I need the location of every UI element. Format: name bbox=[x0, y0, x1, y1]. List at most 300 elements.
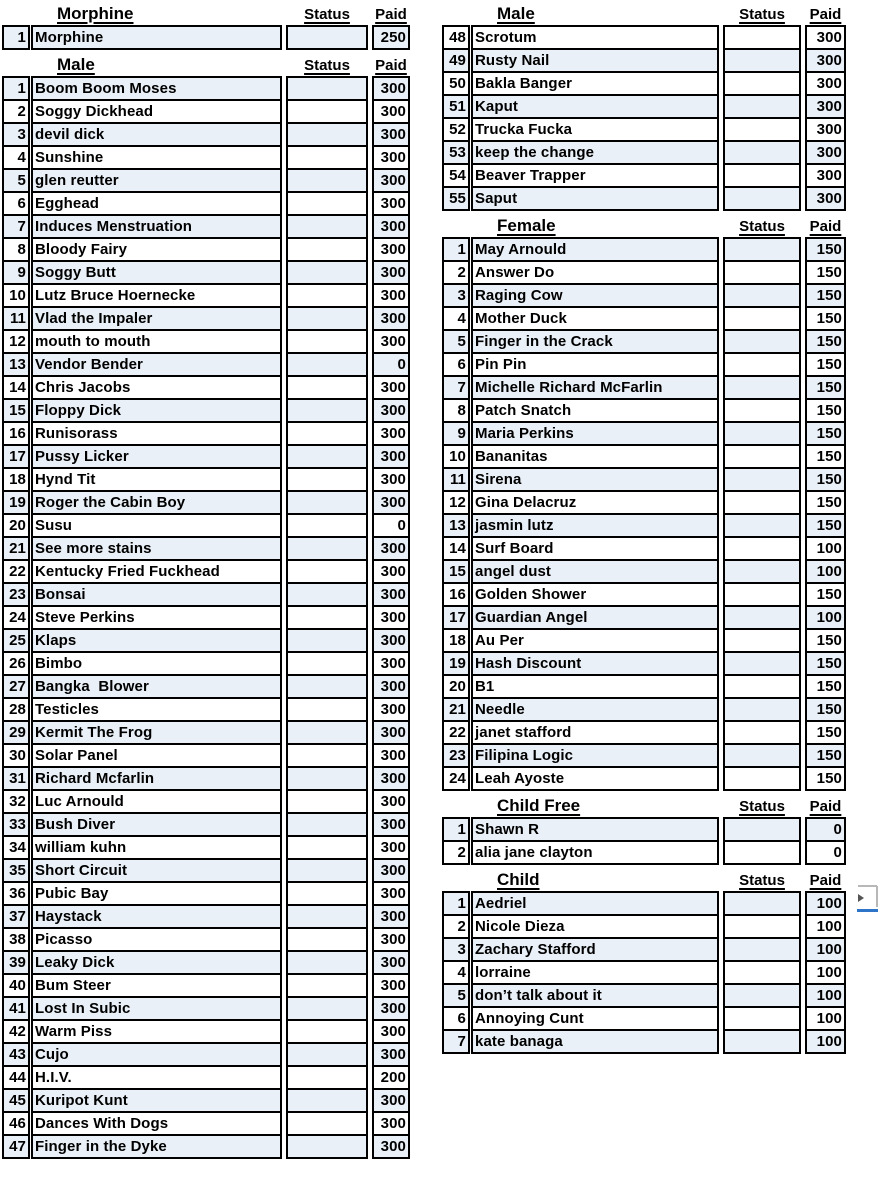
name-cell[interactable]: kate banaga bbox=[471, 1029, 719, 1054]
row-number-cell[interactable]: 28 bbox=[2, 697, 30, 722]
paid-cell[interactable]: 300 bbox=[805, 140, 846, 165]
paid-cell[interactable]: 300 bbox=[372, 467, 410, 492]
paid-cell[interactable]: 100 bbox=[805, 891, 846, 916]
name-cell[interactable]: Bonsai bbox=[31, 582, 282, 607]
name-cell[interactable]: Haystack bbox=[31, 904, 282, 929]
row-number-cell[interactable]: 2 bbox=[442, 914, 470, 939]
name-cell[interactable]: Rusty Nail bbox=[471, 48, 719, 73]
name-cell[interactable]: Picasso bbox=[31, 927, 282, 952]
status-cell[interactable] bbox=[286, 191, 368, 216]
status-cell[interactable] bbox=[286, 605, 368, 630]
paid-cell[interactable]: 150 bbox=[805, 398, 846, 423]
name-cell[interactable]: jasmin lutz bbox=[471, 513, 719, 538]
name-cell[interactable]: Pin Pin bbox=[471, 352, 719, 377]
paid-cell[interactable]: 150 bbox=[805, 444, 846, 469]
name-cell[interactable]: Floppy Dick bbox=[31, 398, 282, 423]
paid-cell[interactable]: 150 bbox=[805, 306, 846, 331]
name-cell[interactable]: Leaky Dick bbox=[31, 950, 282, 975]
status-cell[interactable] bbox=[286, 950, 368, 975]
paid-cell[interactable]: 100 bbox=[805, 559, 846, 584]
paid-cell[interactable]: 300 bbox=[372, 950, 410, 975]
paid-cell[interactable]: 300 bbox=[372, 605, 410, 630]
status-cell[interactable] bbox=[286, 421, 368, 446]
paid-cell[interactable]: 300 bbox=[372, 490, 410, 515]
row-number-cell[interactable]: 5 bbox=[442, 983, 470, 1008]
name-cell[interactable]: Filipina Logic bbox=[471, 743, 719, 768]
status-cell[interactable] bbox=[723, 937, 801, 962]
row-number-cell[interactable]: 23 bbox=[2, 582, 30, 607]
name-cell[interactable]: Guardian Angel bbox=[471, 605, 719, 630]
name-cell[interactable]: Soggy Dickhead bbox=[31, 99, 282, 124]
paid-cell[interactable]: 0 bbox=[805, 817, 846, 842]
name-cell[interactable]: Boom Boom Moses bbox=[31, 76, 282, 101]
name-cell[interactable]: Golden Shower bbox=[471, 582, 719, 607]
status-cell[interactable] bbox=[723, 628, 801, 653]
row-number-cell[interactable]: 51 bbox=[442, 94, 470, 119]
row-number-cell[interactable]: 7 bbox=[442, 375, 470, 400]
status-cell[interactable] bbox=[723, 444, 801, 469]
status-cell[interactable] bbox=[723, 674, 801, 699]
paid-cell[interactable]: 300 bbox=[805, 186, 846, 211]
status-cell[interactable] bbox=[286, 329, 368, 354]
row-number-cell[interactable]: 49 bbox=[442, 48, 470, 73]
paid-cell[interactable]: 300 bbox=[372, 651, 410, 676]
paid-cell[interactable]: 300 bbox=[372, 145, 410, 170]
status-cell[interactable] bbox=[286, 651, 368, 676]
row-number-cell[interactable]: 9 bbox=[442, 421, 470, 446]
name-cell[interactable]: Bananitas bbox=[471, 444, 719, 469]
status-cell[interactable] bbox=[286, 1088, 368, 1113]
paid-cell[interactable]: 300 bbox=[372, 927, 410, 952]
status-cell[interactable] bbox=[286, 628, 368, 653]
paid-cell[interactable]: 0 bbox=[372, 352, 410, 377]
status-cell[interactable] bbox=[286, 720, 368, 745]
row-number-cell[interactable]: 19 bbox=[2, 490, 30, 515]
name-cell[interactable]: Cujo bbox=[31, 1042, 282, 1067]
name-cell[interactable]: Susu bbox=[31, 513, 282, 538]
status-cell[interactable] bbox=[286, 237, 368, 262]
name-cell[interactable]: Zachary Stafford bbox=[471, 937, 719, 962]
row-number-cell[interactable]: 11 bbox=[2, 306, 30, 331]
name-cell[interactable]: Patch Snatch bbox=[471, 398, 719, 423]
status-cell[interactable] bbox=[723, 375, 801, 400]
name-cell[interactable]: Beaver Trapper bbox=[471, 163, 719, 188]
status-cell[interactable] bbox=[286, 306, 368, 331]
row-number-cell[interactable]: 47 bbox=[2, 1134, 30, 1159]
status-cell[interactable] bbox=[723, 817, 801, 842]
row-number-cell[interactable]: 14 bbox=[2, 375, 30, 400]
paid-cell[interactable]: 300 bbox=[805, 48, 846, 73]
name-cell[interactable]: Dances With Dogs bbox=[31, 1111, 282, 1136]
name-cell[interactable]: Steve Perkins bbox=[31, 605, 282, 630]
paid-cell[interactable]: 100 bbox=[805, 960, 846, 985]
status-cell[interactable] bbox=[723, 421, 801, 446]
name-cell[interactable]: william kuhn bbox=[31, 835, 282, 860]
status-cell[interactable] bbox=[286, 513, 368, 538]
status-cell[interactable] bbox=[286, 260, 368, 285]
status-cell[interactable] bbox=[723, 914, 801, 939]
row-number-cell[interactable]: 3 bbox=[442, 937, 470, 962]
status-cell[interactable] bbox=[286, 1134, 368, 1159]
name-cell[interactable]: Surf Board bbox=[471, 536, 719, 561]
row-number-cell[interactable]: 4 bbox=[2, 145, 30, 170]
row-number-cell[interactable]: 31 bbox=[2, 766, 30, 791]
status-cell[interactable] bbox=[286, 1019, 368, 1044]
row-number-cell[interactable]: 5 bbox=[2, 168, 30, 193]
row-number-cell[interactable]: 21 bbox=[2, 536, 30, 561]
row-number-cell[interactable]: 42 bbox=[2, 1019, 30, 1044]
paid-cell[interactable]: 300 bbox=[372, 1134, 410, 1159]
paid-cell[interactable]: 300 bbox=[372, 743, 410, 768]
name-cell[interactable]: Aedriel bbox=[471, 891, 719, 916]
status-cell[interactable] bbox=[723, 720, 801, 745]
status-cell[interactable] bbox=[286, 1065, 368, 1090]
row-number-cell[interactable]: 8 bbox=[442, 398, 470, 423]
row-number-cell[interactable]: 50 bbox=[442, 71, 470, 96]
paid-cell[interactable]: 200 bbox=[372, 1065, 410, 1090]
status-cell[interactable] bbox=[286, 674, 368, 699]
row-number-cell[interactable]: 40 bbox=[2, 973, 30, 998]
row-number-cell[interactable]: 19 bbox=[442, 651, 470, 676]
paid-cell[interactable]: 300 bbox=[372, 306, 410, 331]
status-cell[interactable] bbox=[723, 352, 801, 377]
status-cell[interactable] bbox=[286, 467, 368, 492]
name-cell[interactable]: Bloody Fairy bbox=[31, 237, 282, 262]
name-cell[interactable]: Hynd Tit bbox=[31, 467, 282, 492]
status-cell[interactable] bbox=[286, 490, 368, 515]
status-cell[interactable] bbox=[723, 743, 801, 768]
row-number-cell[interactable]: 13 bbox=[442, 513, 470, 538]
paid-cell[interactable]: 300 bbox=[805, 71, 846, 96]
paid-cell[interactable]: 300 bbox=[372, 191, 410, 216]
row-number-cell[interactable]: 11 bbox=[442, 467, 470, 492]
name-cell[interactable]: Needle bbox=[471, 697, 719, 722]
status-cell[interactable] bbox=[723, 25, 801, 50]
status-cell[interactable] bbox=[286, 881, 368, 906]
name-cell[interactable]: Raging Cow bbox=[471, 283, 719, 308]
status-cell[interactable] bbox=[723, 140, 801, 165]
paid-cell[interactable]: 300 bbox=[805, 117, 846, 142]
row-number-cell[interactable]: 18 bbox=[442, 628, 470, 653]
status-cell[interactable] bbox=[286, 122, 368, 147]
name-cell[interactable]: Mother Duck bbox=[471, 306, 719, 331]
name-cell[interactable]: Trucka Fucka bbox=[471, 117, 719, 142]
status-cell[interactable] bbox=[286, 25, 368, 50]
paid-cell[interactable]: 300 bbox=[372, 766, 410, 791]
paid-cell[interactable]: 100 bbox=[805, 983, 846, 1008]
row-number-cell[interactable]: 43 bbox=[2, 1042, 30, 1067]
status-cell[interactable] bbox=[286, 973, 368, 998]
row-number-cell[interactable]: 6 bbox=[442, 1006, 470, 1031]
status-cell[interactable] bbox=[286, 812, 368, 837]
paid-cell[interactable]: 300 bbox=[372, 99, 410, 124]
status-cell[interactable] bbox=[723, 582, 801, 607]
row-number-cell[interactable]: 10 bbox=[2, 283, 30, 308]
paid-cell[interactable]: 300 bbox=[372, 168, 410, 193]
name-cell[interactable]: Scrotum bbox=[471, 25, 719, 50]
status-cell[interactable] bbox=[286, 352, 368, 377]
name-cell[interactable]: Soggy Butt bbox=[31, 260, 282, 285]
name-cell[interactable]: Egghead bbox=[31, 191, 282, 216]
scroll-right-arrow-icon[interactable] bbox=[858, 894, 864, 902]
row-number-cell[interactable]: 22 bbox=[442, 720, 470, 745]
status-cell[interactable] bbox=[286, 559, 368, 584]
name-cell[interactable]: devil dick bbox=[31, 122, 282, 147]
paid-cell[interactable]: 150 bbox=[805, 375, 846, 400]
row-number-cell[interactable]: 34 bbox=[2, 835, 30, 860]
row-number-cell[interactable]: 1 bbox=[442, 891, 470, 916]
paid-cell[interactable]: 300 bbox=[805, 163, 846, 188]
row-number-cell[interactable]: 44 bbox=[2, 1065, 30, 1090]
row-number-cell[interactable]: 24 bbox=[442, 766, 470, 791]
paid-cell[interactable]: 300 bbox=[372, 674, 410, 699]
row-number-cell[interactable]: 48 bbox=[442, 25, 470, 50]
status-cell[interactable] bbox=[286, 145, 368, 170]
name-cell[interactable]: Shawn R bbox=[471, 817, 719, 842]
paid-cell[interactable]: 150 bbox=[805, 467, 846, 492]
row-number-cell[interactable]: 53 bbox=[442, 140, 470, 165]
paid-cell[interactable]: 150 bbox=[805, 743, 846, 768]
status-cell[interactable] bbox=[286, 927, 368, 952]
paid-cell[interactable]: 150 bbox=[805, 237, 846, 262]
paid-cell[interactable]: 300 bbox=[372, 329, 410, 354]
name-cell[interactable]: janet stafford bbox=[471, 720, 719, 745]
row-number-cell[interactable]: 2 bbox=[442, 260, 470, 285]
paid-cell[interactable]: 150 bbox=[805, 674, 846, 699]
row-number-cell[interactable]: 52 bbox=[442, 117, 470, 142]
paid-cell[interactable]: 300 bbox=[372, 283, 410, 308]
row-number-cell[interactable]: 25 bbox=[2, 628, 30, 653]
paid-cell[interactable]: 300 bbox=[372, 720, 410, 745]
paid-cell[interactable]: 300 bbox=[372, 536, 410, 561]
name-cell[interactable]: don’t talk about it bbox=[471, 983, 719, 1008]
name-cell[interactable]: Leah Ayoste bbox=[471, 766, 719, 791]
paid-cell[interactable]: 150 bbox=[805, 628, 846, 653]
row-number-cell[interactable]: 39 bbox=[2, 950, 30, 975]
row-number-cell[interactable]: 14 bbox=[442, 536, 470, 561]
status-cell[interactable] bbox=[723, 398, 801, 423]
status-cell[interactable] bbox=[286, 766, 368, 791]
row-number-cell[interactable]: 4 bbox=[442, 960, 470, 985]
name-cell[interactable]: keep the change bbox=[471, 140, 719, 165]
name-cell[interactable]: Testicles bbox=[31, 697, 282, 722]
paid-cell[interactable]: 150 bbox=[805, 697, 846, 722]
row-number-cell[interactable]: 33 bbox=[2, 812, 30, 837]
name-cell[interactable]: Bum Steer bbox=[31, 973, 282, 998]
paid-cell[interactable]: 100 bbox=[805, 1029, 846, 1054]
status-cell[interactable] bbox=[286, 168, 368, 193]
status-cell[interactable] bbox=[723, 766, 801, 791]
status-cell[interactable] bbox=[723, 960, 801, 985]
status-cell[interactable] bbox=[723, 513, 801, 538]
row-number-cell[interactable]: 29 bbox=[2, 720, 30, 745]
name-cell[interactable]: Answer Do bbox=[471, 260, 719, 285]
row-number-cell[interactable]: 1 bbox=[2, 76, 30, 101]
status-cell[interactable] bbox=[723, 306, 801, 331]
paid-cell[interactable]: 100 bbox=[805, 536, 846, 561]
status-cell[interactable] bbox=[286, 996, 368, 1021]
name-cell[interactable]: Bangka Blower bbox=[31, 674, 282, 699]
row-number-cell[interactable]: 23 bbox=[442, 743, 470, 768]
paid-cell[interactable]: 300 bbox=[372, 375, 410, 400]
paid-cell[interactable]: 300 bbox=[372, 973, 410, 998]
paid-cell[interactable]: 300 bbox=[372, 858, 410, 883]
status-cell[interactable] bbox=[723, 467, 801, 492]
status-cell[interactable] bbox=[286, 743, 368, 768]
name-cell[interactable]: Pussy Licker bbox=[31, 444, 282, 469]
status-cell[interactable] bbox=[723, 283, 801, 308]
row-number-cell[interactable]: 8 bbox=[2, 237, 30, 262]
name-cell[interactable]: H.I.V. bbox=[31, 1065, 282, 1090]
name-cell[interactable]: Michelle Richard McFarlin bbox=[471, 375, 719, 400]
name-cell[interactable]: Induces Menstruation bbox=[31, 214, 282, 239]
paid-cell[interactable]: 300 bbox=[372, 214, 410, 239]
name-cell[interactable]: Au Per bbox=[471, 628, 719, 653]
name-cell[interactable]: B1 bbox=[471, 674, 719, 699]
paid-cell[interactable]: 150 bbox=[805, 513, 846, 538]
row-number-cell[interactable]: 55 bbox=[442, 186, 470, 211]
paid-cell[interactable]: 300 bbox=[372, 881, 410, 906]
name-cell[interactable]: angel dust bbox=[471, 559, 719, 584]
row-number-cell[interactable]: 12 bbox=[2, 329, 30, 354]
row-number-cell[interactable]: 20 bbox=[2, 513, 30, 538]
status-cell[interactable] bbox=[723, 1006, 801, 1031]
row-number-cell[interactable]: 17 bbox=[442, 605, 470, 630]
paid-cell[interactable]: 300 bbox=[805, 94, 846, 119]
name-cell[interactable]: Finger in the Crack bbox=[471, 329, 719, 354]
status-cell[interactable] bbox=[286, 789, 368, 814]
row-number-cell[interactable]: 6 bbox=[442, 352, 470, 377]
status-cell[interactable] bbox=[286, 214, 368, 239]
row-number-cell[interactable]: 12 bbox=[442, 490, 470, 515]
paid-cell[interactable]: 250 bbox=[372, 25, 410, 50]
paid-cell[interactable]: 100 bbox=[805, 914, 846, 939]
status-cell[interactable] bbox=[286, 76, 368, 101]
status-cell[interactable] bbox=[286, 375, 368, 400]
status-cell[interactable] bbox=[723, 490, 801, 515]
paid-cell[interactable]: 300 bbox=[372, 559, 410, 584]
name-cell[interactable]: Vlad the Impaler bbox=[31, 306, 282, 331]
name-cell[interactable]: Kuripot Kunt bbox=[31, 1088, 282, 1113]
status-cell[interactable] bbox=[723, 891, 801, 916]
paid-cell[interactable]: 150 bbox=[805, 720, 846, 745]
name-cell[interactable]: See more stains bbox=[31, 536, 282, 561]
row-number-cell[interactable]: 41 bbox=[2, 996, 30, 1021]
name-cell[interactable]: Hash Discount bbox=[471, 651, 719, 676]
row-number-cell[interactable]: 2 bbox=[442, 840, 470, 865]
name-cell[interactable]: Morphine bbox=[31, 25, 282, 50]
row-number-cell[interactable]: 15 bbox=[442, 559, 470, 584]
paid-cell[interactable]: 300 bbox=[372, 789, 410, 814]
name-cell[interactable]: Sunshine bbox=[31, 145, 282, 170]
row-number-cell[interactable]: 54 bbox=[442, 163, 470, 188]
paid-cell[interactable]: 300 bbox=[372, 1042, 410, 1067]
row-number-cell[interactable]: 38 bbox=[2, 927, 30, 952]
status-cell[interactable] bbox=[723, 559, 801, 584]
row-number-cell[interactable]: 1 bbox=[442, 237, 470, 262]
status-cell[interactable] bbox=[286, 697, 368, 722]
row-number-cell[interactable]: 16 bbox=[2, 421, 30, 446]
status-cell[interactable] bbox=[723, 605, 801, 630]
row-number-cell[interactable]: 27 bbox=[2, 674, 30, 699]
paid-cell[interactable]: 150 bbox=[805, 582, 846, 607]
paid-cell[interactable]: 100 bbox=[805, 605, 846, 630]
name-cell[interactable]: Maria Perkins bbox=[471, 421, 719, 446]
status-cell[interactable] bbox=[723, 840, 801, 865]
status-cell[interactable] bbox=[286, 858, 368, 883]
paid-cell[interactable]: 300 bbox=[372, 1019, 410, 1044]
status-cell[interactable] bbox=[723, 163, 801, 188]
name-cell[interactable]: Sirena bbox=[471, 467, 719, 492]
row-number-cell[interactable]: 1 bbox=[2, 25, 30, 50]
paid-cell[interactable]: 150 bbox=[805, 283, 846, 308]
row-number-cell[interactable]: 9 bbox=[2, 260, 30, 285]
status-cell[interactable] bbox=[723, 329, 801, 354]
paid-cell[interactable]: 300 bbox=[805, 25, 846, 50]
row-number-cell[interactable]: 3 bbox=[442, 283, 470, 308]
paid-cell[interactable]: 300 bbox=[372, 582, 410, 607]
name-cell[interactable]: alia jane clayton bbox=[471, 840, 719, 865]
paid-cell[interactable]: 300 bbox=[372, 996, 410, 1021]
name-cell[interactable]: Bush Diver bbox=[31, 812, 282, 837]
paid-cell[interactable]: 150 bbox=[805, 651, 846, 676]
name-cell[interactable]: Kentucky Fried Fuckhead bbox=[31, 559, 282, 584]
row-number-cell[interactable]: 26 bbox=[2, 651, 30, 676]
row-number-cell[interactable]: 30 bbox=[2, 743, 30, 768]
name-cell[interactable]: Chris Jacobs bbox=[31, 375, 282, 400]
paid-cell[interactable]: 300 bbox=[372, 1111, 410, 1136]
paid-cell[interactable]: 150 bbox=[805, 329, 846, 354]
name-cell[interactable]: Nicole Dieza bbox=[471, 914, 719, 939]
status-cell[interactable] bbox=[286, 536, 368, 561]
paid-cell[interactable]: 300 bbox=[372, 904, 410, 929]
status-cell[interactable] bbox=[286, 283, 368, 308]
row-number-cell[interactable]: 7 bbox=[442, 1029, 470, 1054]
status-cell[interactable] bbox=[286, 99, 368, 124]
row-number-cell[interactable]: 5 bbox=[442, 329, 470, 354]
row-number-cell[interactable]: 13 bbox=[2, 352, 30, 377]
paid-cell[interactable]: 150 bbox=[805, 421, 846, 446]
row-number-cell[interactable]: 17 bbox=[2, 444, 30, 469]
row-number-cell[interactable]: 7 bbox=[2, 214, 30, 239]
name-cell[interactable]: Richard Mcfarlin bbox=[31, 766, 282, 791]
name-cell[interactable]: Finger in the Dyke bbox=[31, 1134, 282, 1159]
status-cell[interactable] bbox=[723, 697, 801, 722]
status-cell[interactable] bbox=[723, 117, 801, 142]
status-cell[interactable] bbox=[723, 536, 801, 561]
name-cell[interactable]: Solar Panel bbox=[31, 743, 282, 768]
paid-cell[interactable]: 300 bbox=[372, 444, 410, 469]
name-cell[interactable]: glen reutter bbox=[31, 168, 282, 193]
name-cell[interactable]: Klaps bbox=[31, 628, 282, 653]
paid-cell[interactable]: 0 bbox=[805, 840, 846, 865]
name-cell[interactable]: Lutz Bruce Hoernecke bbox=[31, 283, 282, 308]
status-cell[interactable] bbox=[723, 71, 801, 96]
row-number-cell[interactable]: 35 bbox=[2, 858, 30, 883]
status-cell[interactable] bbox=[286, 1111, 368, 1136]
paid-cell[interactable]: 300 bbox=[372, 398, 410, 423]
row-number-cell[interactable]: 22 bbox=[2, 559, 30, 584]
status-cell[interactable] bbox=[723, 651, 801, 676]
row-number-cell[interactable]: 18 bbox=[2, 467, 30, 492]
row-number-cell[interactable]: 46 bbox=[2, 1111, 30, 1136]
name-cell[interactable]: Roger the Cabin Boy bbox=[31, 490, 282, 515]
status-cell[interactable] bbox=[286, 398, 368, 423]
name-cell[interactable]: Runisorass bbox=[31, 421, 282, 446]
row-number-cell[interactable]: 32 bbox=[2, 789, 30, 814]
paid-cell[interactable]: 100 bbox=[805, 1006, 846, 1031]
name-cell[interactable]: lorraine bbox=[471, 960, 719, 985]
